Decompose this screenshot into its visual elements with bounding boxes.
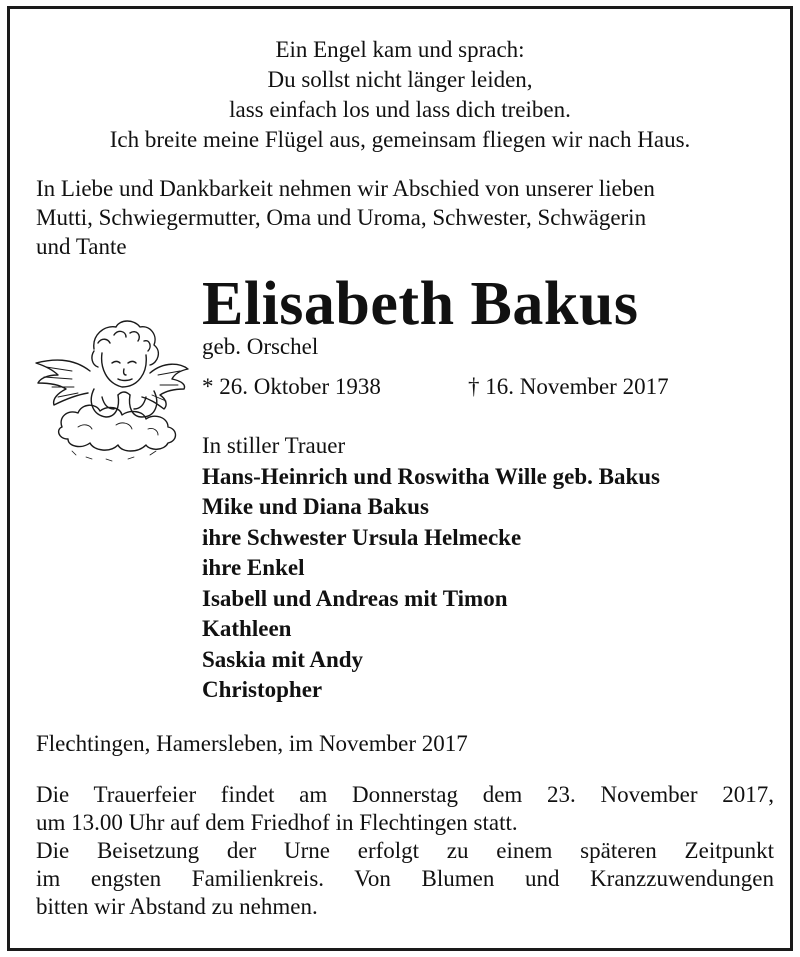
- obituary-notice: [7, 6, 793, 951]
- details-line: Die Trauerfeier findet am Donnerstag dem 23. November 2017,: [36, 782, 774, 807]
- mourner-name: Christopher: [202, 677, 323, 702]
- intro-line: Mutti, Schwiegermutter, Oma und Uroma, Schwester, Schwägerin: [36, 205, 647, 230]
- poem-line: Du sollst nicht länger leiden,: [267, 67, 533, 92]
- funeral-details: [36, 781, 774, 921]
- deceased-name: Elisabeth Bakus: [202, 270, 639, 338]
- death-date: † 16. November 2017: [468, 374, 669, 399]
- intro-line: und Tante: [36, 234, 127, 259]
- cherub-angel-icon: [32, 309, 192, 469]
- intro-text: [36, 174, 776, 261]
- mourner-name: Saskia mit Andy: [202, 646, 364, 672]
- mourners-heading: In stiller Trauer: [202, 433, 346, 458]
- maiden-name: geb. Orschel: [202, 334, 319, 359]
- mourner-name: Hans-Heinrich und Roswitha Wille geb. Bakus: [202, 463, 660, 489]
- details-line: Die Beisetzung der Urne erfolgt zu einem späteren Zeitpunkt: [36, 838, 774, 863]
- details-line: bitten wir Abstand zu nehmen.: [36, 894, 318, 919]
- mourner-name: ihre Schwester Ursula Helmecke: [202, 524, 522, 550]
- mourner-name: ihre Enkel: [202, 555, 305, 580]
- mourners-list: [202, 431, 660, 706]
- intro-line: In Liebe und Dankbarkeit nehmen wir Abschied von unserer lieben: [36, 176, 655, 201]
- poem: [10, 35, 790, 155]
- details-line: um 13.00 Uhr auf dem Friedhof in Flechtingen statt.: [36, 810, 518, 835]
- poem-line: lass einfach los und lass dich treiben.: [229, 97, 571, 122]
- place-and-date: Flechtingen, Hamersleben, im November 2017: [36, 731, 468, 756]
- mourner-name: Kathleen: [202, 616, 292, 641]
- mourner-name: Isabell und Andreas mit Timon: [202, 585, 508, 611]
- details-line: im engsten Familienkreis. Von Blumen und Kranzzuwendungen: [36, 866, 774, 891]
- mourner-name: Mike und Diana Bakus: [202, 494, 429, 519]
- birth-date: * 26. Oktober 1938: [202, 374, 381, 399]
- poem-line: Ich breite meine Flügel aus, gemeinsam fliegen wir nach Haus.: [109, 127, 691, 152]
- poem-line: Ein Engel kam und sprach:: [275, 37, 525, 62]
